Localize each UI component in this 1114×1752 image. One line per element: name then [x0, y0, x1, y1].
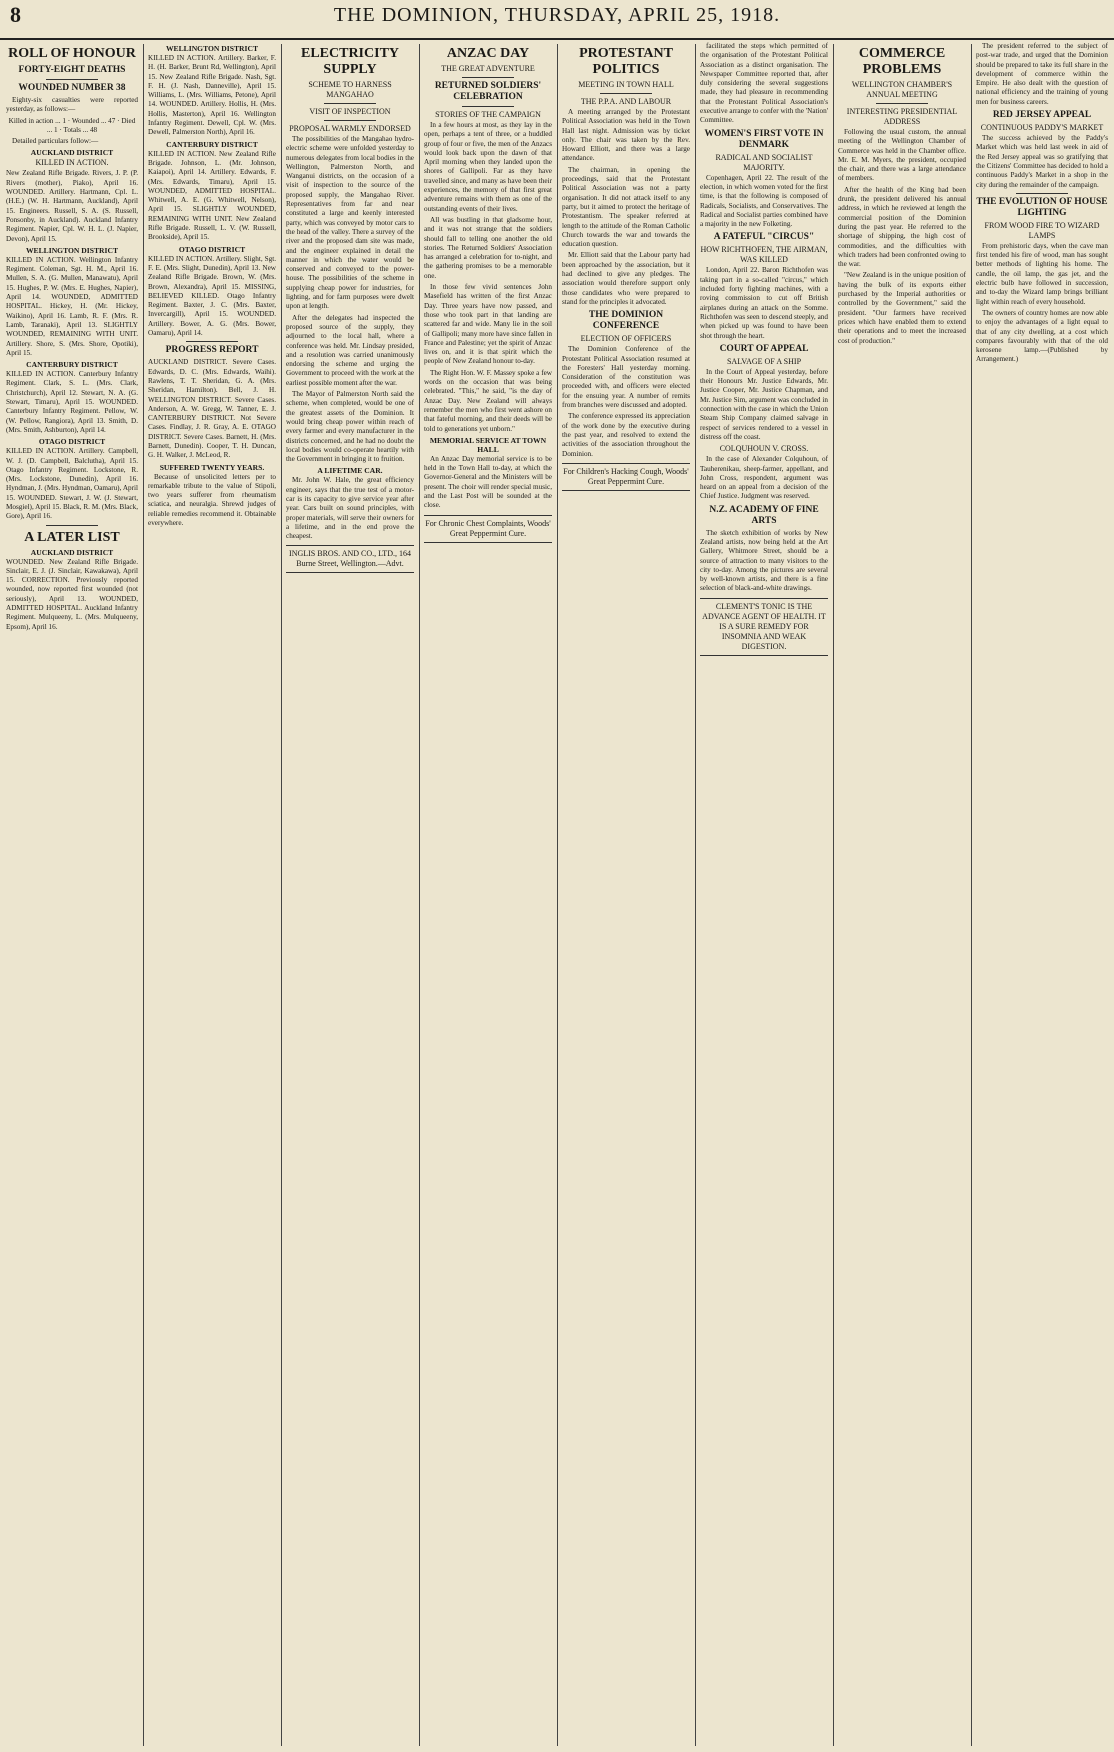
paragraph: In a few hours at most, as they lay in the open, perhaps a tent of three, or a huddled group of four or five, the men of the Anzacs would look back upon the dawn of that April morning when they landed upon the shores of Gallipoli. Far as they have travelled since, and many as have been their experiences, the memory of that first great adventure remains with them as one of the outstanding events of their lives.: [424, 121, 552, 213]
article-heading: A FATEFUL "CIRCUS": [713, 232, 815, 243]
column-rule: [695, 44, 696, 1746]
column-roll-of-honour: [6, 42, 138, 1746]
casualty-list: KILLED IN ACTION. Artillery. Barker, F. H. (H. Barker, Brunt Rd, Wellington), April 15. New Zealand Rifle Brigade. Nash, Sgt. F. H. (J. Nash, Danneville), April 15. Williams, L. (Mrs. Williams, Petone), April 14. WOUNDED. Artillery. Hollis, H. (Mrs. Hollis, Masterton), April 16. Wellington Infantry Regiment. Dewell, Cpl. W. (Mrs. Dewell, Palmerston North), April 16.: [148, 54, 276, 137]
subheadline: HOW RICHTHOFEN, THE AIRMAN, WAS KILLED: [700, 245, 828, 265]
district-heading: AUCKLAND DISTRICT: [30, 547, 114, 557]
paragraph: The Dominion Conference of the Protestant Political Association resumed at the Foresters' Hall yesterday morning. Consideration of the constitution was proceeded with, and officers were elected for the ensuing year. A number of remits from branches were discussed and adopted.: [562, 345, 690, 410]
subheadline: PROPOSAL WARMLY ENDORSED: [289, 124, 411, 133]
headline: COMMERCE PROBLEMS: [858, 46, 946, 77]
advertisement: INGLIS BROS. AND CO., LTD., 164 Burne Street, Wellington.—Advt.: [286, 545, 414, 573]
casualty-list: KILLED IN ACTION. Canterbury Infantry Regiment. Clark, S. L. (Mrs. Clark, Christchurch), April 12. Stewart, N. A. (G. Stewart, Timaru), April 15. WOUNDED. Canterbury Infantry Regiment. Pellow, W. (W. Pellow, Rangiora), April 13. Smith, D. (Mrs. Smith, Ashburton), April 14.: [6, 370, 138, 434]
casualty-list: New Zealand Rifle Brigade. Rivers, J. P. (P. Rivers (mother), Piako), April 16. WOUNDED. Artillery. Hartmann, Cpl. L. (H.E.) (W. H. Hartmann, Auckland), April 15. Engineers. Russell, S. A. (S. Russell, Ponsonby, in Auckland). Auckland Infantry Regiment. Napier, Cpl. W. H. L. (J. Napier, Devon), April 15.: [6, 169, 138, 243]
paragraph: The possibilities of the Mangahao hydro-electric scheme were unfolded yesterday to numerous delegates from local bodies in the Wellington, Palmerston North, and Wanganui districts, on the occasion of a visit of inspection to the source of the proposed supply, the Mangahao River. Representatives from far and near constituted a large and keenly interested party, which was conveyed by motor cars to the head of the valley. There a survey of the river and the proposed dam site was made, and the engineer explained in detail the manner in which the water would be conserved and conveyed to the power-house. The possibilities of the scheme in supplying cheap power for industries, for lighting, and for farm purposes were dwelt upon at length.: [286, 135, 414, 311]
masthead: [0, 0, 1114, 40]
subheadline: ELECTION OF OFFICERS: [580, 334, 672, 344]
paragraph: Mr. Elliott said that the Labour party had been approached by the association, but it had declined to give any pledges. The association would therefore support only those candidates who were prepared to stand for the principles it advocated.: [562, 251, 690, 306]
page-number: 8: [10, 2, 21, 27]
subheadline: COLQUHOUN V. CROSS.: [719, 444, 809, 454]
paragraph: All was bustling in that gladsome hour, and it was not strange that the soldiers should fall to telling one another the old stories. The Returned Soldiers' Association has arranged a celebration for to-night, and the gathering promises to be a memorable one.: [424, 215, 552, 280]
article-heading: N.Z. ACADEMY OF FINE ARTS: [709, 504, 819, 526]
paragraph: In the Court of Appeal yesterday, before their Honours Mr. Justice Edwards, Mr. Justice Cooper, Mr. Justice Chapman, and Mr. Justice Sim, argument was concluded in connection with the case in which the Union Steam Ship Company claimed salvage in respect of services rendered to a vessel in distress off the coast.: [700, 367, 828, 441]
paragraph: In those few vivid sentences John Masefield has written of the first Anzac Day. Three years have now passed, and those who took part in that landing are scattered far and wide. Many lie in the soil of Gallipoli; many more have since fallen in France and Palestine; yet the spirit of Anzac lives on, and it is that spirit which the people of New Zealand honour to-day.: [424, 283, 552, 366]
progress-report: AUCKLAND DISTRICT. Severe Cases. Edwards, D. C. (Mrs. Edwards, Waihi). Rawlens, T. T. Sheridan, G. A. (Mrs. Sheridan, Hamilton). Bell, J. H. WELLINGTON DISTRICT. Severe Cases. Anderson, A. W. Gregg, W. Tanner, E. J. CANTERBURY DISTRICT. Not Severe Cases. Findlay, J. R. Gray, A. E. OTAGO DISTRICT. Severe Cases. Barnett, H. (Mrs. Barnett, Dunedin). Cooper, T. H. Duncan, G. H. Walker, J. McLeod, R.: [148, 358, 276, 460]
advertisement-text: Because of unsolicited letters per to remarkable tribute to the value of Stipoli, two years sufferer from rheumatism sciatica, and neuralgia. Shrewd judges of reliable remedies recommend it. Obtainable everywhere.: [148, 472, 276, 528]
newspaper-title: THE DOMINION, THURSDAY, APRIL 25, 1918.: [333, 4, 781, 26]
paragraph: The Right Hon. W. F. Massey spoke a few words on the occasion that was being celebrated. "This," he said, "is the day of Anzac Day. New Zealand will always remember the men who first went ashore on that fateful morning, and their deeds will be told to generations yet unborn.": [424, 368, 552, 433]
district-heading: AUCKLAND DISTRICT: [30, 148, 114, 158]
subheadline: FORTY-EIGHT DEATHS: [18, 65, 126, 75]
paragraph: After the health of the King had been drunk, the president delivered his annual address, in which he reviewed at length the commercial position of the Dominion during the past year. He referred to the shortage of shipping, the high cost of commodities, and the difficulties with which traders had been confronted owing to the war.: [838, 185, 966, 269]
subheadline: SCHEME TO HARNESS MANGAHAO: [308, 80, 392, 99]
subheadline: WOUNDED NUMBER 38: [18, 83, 126, 93]
paragraph: In the case of Alexander Colquhoun, of Tauherenikau, sheep-farmer, appellant, and John Cross, respondent, argument was heard on an appeal from a decision of the Chief Justice. Judgment was reserved.: [700, 455, 828, 501]
divider: [876, 103, 927, 104]
paragraph: The Mayor of Palmerston North said the scheme, when completed, would be one of the greatest assets of the Dominion. It would bring cheap power within reach of every farmer and every manufacturer in the districts concerned, and he had no doubt the local bodies would co-operate heartily with the Government in bringing it to fruition.: [286, 390, 414, 464]
advertisement: CLEMENT'S TONIC IS THE ADVANCE AGENT OF HEALTH. IT IS A SURE REMEDY FOR INSOMNIA AND WEAK DIGESTION.: [700, 598, 828, 656]
column-misc-articles: [976, 42, 1108, 1746]
paragraph: Eighty-six casualties were reported yesterday, as follows:—: [6, 96, 138, 114]
district-heading: WELLINGTON DISTRICT: [25, 245, 119, 255]
column-rule: [833, 44, 834, 1746]
casualty-tally: Killed in action ... 1 · Wounded ... 47 · Died ... 1 · Totals ... 48: [8, 116, 136, 134]
paragraph: Mr. John W. Hale, the great efficiency engineer, says that the true test of a motor-car is its capacity to give service year after year. Cars built on sound principles, with proper materials, will serve their owners for a lifetime, and in the end prove the cheapest.: [286, 476, 414, 541]
casualty-list: WOUNDED. New Zealand Rifle Brigade. Sinclair, E. J. (J. Sinclair, Kawakawa), April 15. CORRECTION. Previously reported wounded, now reported first wounded (not seriously), April 13. WOUNDED, ADMITTED HOSPITAL. Auckland Infantry Regiment. Mulqueeny, L. (Mrs. Mulqueeny, Epsom), April 16.: [6, 557, 138, 631]
subheadline: STORIES OF THE CAMPAIGN: [435, 110, 541, 119]
divider: [324, 103, 375, 104]
article-heading: COURT OF APPEAL: [719, 343, 809, 354]
paragraph: After the delegates had inspected the proposed source of the supply, they adjourned to the local hall, where a conference was held. Mr. Lindsay presided, and a resolution was carried unanimously endorsing the scheme and urging the Government to proceed with the work at the earliest possible moment after the war.: [286, 313, 414, 387]
divider: [46, 79, 99, 80]
subheadline: WELLINGTON CHAMBER'S ANNUAL MEETING: [851, 80, 953, 99]
district-heading: CANTERBURY DISTRICT: [166, 139, 258, 149]
casualty-list: KILLED IN ACTION. Artillery. Slight, Sgt. F. E. (Mrs. Slight, Dunedin), April 13. New Zealand Rifle Brigade. Brown, W. (Mrs. Brown, Alexandra), April 15. MISSING, BELIEVED KILLED. Otago Infantry Regiment. Baxter, J. C. (Mrs. Baxter, Invercargill), April 15. WOUNDED. Artillery. Bower, A. G. (Mrs. Bower, Oamaru), April 14.: [148, 254, 276, 338]
subheadline: THE GREAT ADVENTURE: [441, 64, 535, 73]
headline: ROLL OF HONOUR: [8, 46, 136, 61]
column-anzac-day: [424, 42, 552, 1746]
column-protestant-politics: [562, 42, 690, 1746]
divider: [462, 106, 513, 107]
subheadline: VISIT OF INSPECTION: [309, 107, 391, 116]
subheadline: THE DOMINION CONFERENCE: [588, 310, 664, 332]
column-rule: [557, 44, 558, 1746]
paragraph: "New Zealand is in the unique position of having the bulk of its exports either purchased by the Imperial authorities or controlled by the Government," said the president. "Our farmers have received prices which have enabled them to extend their operations and to meet the increased cost of production.": [838, 271, 966, 345]
district-heading: OTAGO DISTRICT: [178, 244, 246, 254]
headline: ANZAC DAY: [446, 46, 530, 61]
district-heading: WELLINGTON DISTRICT: [165, 44, 259, 53]
advertisement: For Chronic Chest Complaints, Woods' Great Peppermint Cure.: [424, 515, 552, 543]
paragraph: Following the usual custom, the annual meeting of the Wellington Chamber of Commerce was held in the Chamber office. Mr. E. M. Myers, the president, occupied the chair, and there was a large attendance of members.: [838, 128, 966, 183]
paragraph: The chairman, in opening the proceedings, said that the Protestant Political Association was not a party organisation. It did not attack itself to any party, but it aimed to protect the heritage of Protestantism. The speaker referred at length to the attitude of the Roman Catholic Church towards the war and towards the education question.: [562, 165, 690, 249]
paragraph: A meeting arranged by the Protestant Political Association was held in the Town Hall last night. Admission was by ticket only. The chair was taken by the Rev. Howard Elliott, and there was a large attendance.: [562, 108, 690, 163]
subheadline: CONTINUOUS PADDY'S MARKET: [980, 123, 1104, 133]
divider: [1016, 193, 1069, 194]
article-heading: A LIFETIME CAR.: [317, 466, 383, 476]
section-label: KILLED IN ACTION.: [35, 158, 109, 168]
article-heading: WOMEN'S FIRST VOTE IN DENMARK: [704, 128, 824, 150]
headline: ELECTRICITY SUPPLY: [300, 46, 400, 77]
paragraph: The conference expressed its appreciation of the work done by the executive during the past year, and resolved to extend the activities of the association throughout the Dominion.: [562, 412, 690, 458]
advertisement-heading: SUFFERED TWENTY YEARS.: [159, 462, 265, 472]
paragraph: Copenhagen, April 22. The result of the election, in which women voted for the first time, is that the following is composed of Radicals, Socialists, and Conservatives. The Radical and Socialist parties combined have a majority in the new Folketing.: [700, 173, 828, 229]
paragraph: Detailed particulars follow:—: [12, 137, 99, 146]
subheadline: INTERESTING PRESIDENTIAL ADDRESS: [846, 107, 958, 126]
column-electricity-supply: [286, 42, 414, 1746]
divider: [186, 341, 237, 342]
paragraph: The owners of country homes are now able to enjoy the advantages of a light equal to that of any city dwelling, at a cost which compares favourably with that of the old kerosene lamp.—(Published by Arrangement.): [976, 308, 1108, 364]
subheadline: PROGRESS REPORT: [165, 345, 259, 356]
column-news-briefs: [700, 42, 828, 1746]
paragraph: The sketch exhibition of works by New Zealand artists, now being held at the Art Gallery, Whitmore Street, should be a source of attraction to many visitors to the city to-day. Among the pictures are several by well-known artists, and there is a fine selection of black-and-white drawings.: [700, 528, 828, 593]
article-heading: MEMORIAL SERVICE AT TOWN HALL: [429, 435, 547, 454]
paragraph: An Anzac Day memorial service is to be held in the Town Hall to-day, at which the Governor-General and the Ministers will be present. The choir will render special music, and the Last Post will be sounded at the close.: [424, 454, 552, 510]
subheadline: SALVAGE OF A SHIP: [726, 356, 802, 366]
divider: [46, 525, 99, 526]
article-heading: RED JERSEY APPEAL: [992, 110, 1092, 121]
headline: PROTESTANT POLITICS: [579, 46, 673, 77]
article-heading: THE EVOLUTION OF HOUSE LIGHTING: [976, 196, 1108, 218]
paragraph: London, April 22. Baron Richthofen was taking part in a so-called "circus," which included forty fighting machines, with a roving commission to cut off British airplanes during an attack on the Somme. Richthofen was seen to descend steeply, and when picked up was found to have been shot through the heart.: [700, 266, 828, 340]
divider: [324, 120, 375, 121]
column-rule: [971, 44, 972, 1746]
divider: [462, 77, 513, 78]
divider: [600, 93, 651, 94]
subheadline: THE P.P.A. AND LABOUR: [580, 97, 672, 106]
column-commerce-problems: [838, 42, 966, 1746]
casualty-list: KILLED IN ACTION. Artillery. Campbell, W. J. (D. Campbell, Balclutha), April 15. Otago Infantry Regiment. Lockstone, R. (Mrs. Lockstone, Dunedin), April 16. Hyndman, J. (Mrs. Hyndman, Oamaru), April 15. WOUNDED. Stewart, J. W. (J. Stewart, Mosgiel), April 15. Black, R. M. (Mrs. Black, Gore), April 16.: [6, 447, 138, 521]
paragraph: The president referred to the subject of post-war trade, and urged that the Dominion should be prepared to take its full share in the development of commerce within the Empire. He also dealt with the question of national efficiency and the training of young men for business careers.: [976, 42, 1108, 106]
casualty-list: KILLED IN ACTION. Wellington Infantry Regiment. Coleman, Sgt. H. M., April 16. Mullen, S. A. (G. Mullen, Manawatu), April 15. Hughes, P. W. (Mrs. E. Hughes, Napier), April 14. WOUNDED, ADMITTED HOSPITAL. Hickey, H. (Mr. Hickey, Waikino), April 16. Lamb, R. F. (Mrs. R. Lamb, Taranaki), April 13. SLIGHTLY WOUNDED, REMAINING WITH UNIT. Artillery. Shore, S. (Mrs. Shore, Opotiki), April 15.: [6, 255, 138, 357]
column-district-lists: [148, 42, 276, 1746]
subheadline: RADICAL AND SOCIALIST MAJORITY.: [715, 152, 813, 172]
district-heading: OTAGO DISTRICT: [38, 437, 106, 447]
paragraph: facilitated the steps which permitted of the organisation of the Protestant Political Association as a distinct organisation. The Newspaper Committee reported that, after duly considering the several suggestions made, they had pleasure in recommending that the Protestant Political Association's executive arrange to confer with the 'Nation' Committee.: [700, 42, 828, 125]
column-rule: [281, 44, 282, 1746]
advertisement: For Children's Hacking Cough, Woods' Great Peppermint Cure.: [562, 463, 690, 491]
subheadline: RETURNED SOLDIERS' CELEBRATION: [434, 81, 542, 102]
paragraph: The success achieved by the Paddy's Market which was held last week in aid of the Red Jersey appeal was so gratifying that the Citizens' Committee has decided to hold a continuous Paddy's Market in a shop in the city during the remainder of the campaign.: [976, 134, 1108, 189]
headline: A LATER LIST: [24, 529, 120, 545]
column-rule: [143, 44, 144, 1746]
casualty-list: KILLED IN ACTION. New Zealand Rifle Brigade. Johnson, L. (Mr. Johnson, Kaiapoi), April 14. Artillery. Edwards, F. (Mrs. Edwards, Timaru), April 15. WOUNDED, ADMITTED HOSPITAL. Whitwell, A. E. (G. Whitwell, Nelson), April 15. SLIGHTLY WOUNDED, REMAINING WITH UNIT. New Zealand Rifle Brigade. Russell, L. V. (W. Russell, Brookside), April 15.: [148, 149, 276, 242]
subheadline: MEETING IN TOWN HALL: [578, 80, 674, 89]
district-heading: CANTERBURY DISTRICT: [26, 360, 118, 370]
column-rule: [419, 44, 420, 1746]
paragraph: From prehistoric days, when the cave man first tended his fire of wood, man has sought better methods of lighting his home. The candle, the oil lamp, the gas jet, and the electric bulb have followed in succession, and to-day the Wizard lamp brings brilliant light within reach of every household.: [976, 241, 1108, 306]
subheadline: FROM WOOD FIRE TO WIZARD LAMPS: [984, 220, 1100, 240]
